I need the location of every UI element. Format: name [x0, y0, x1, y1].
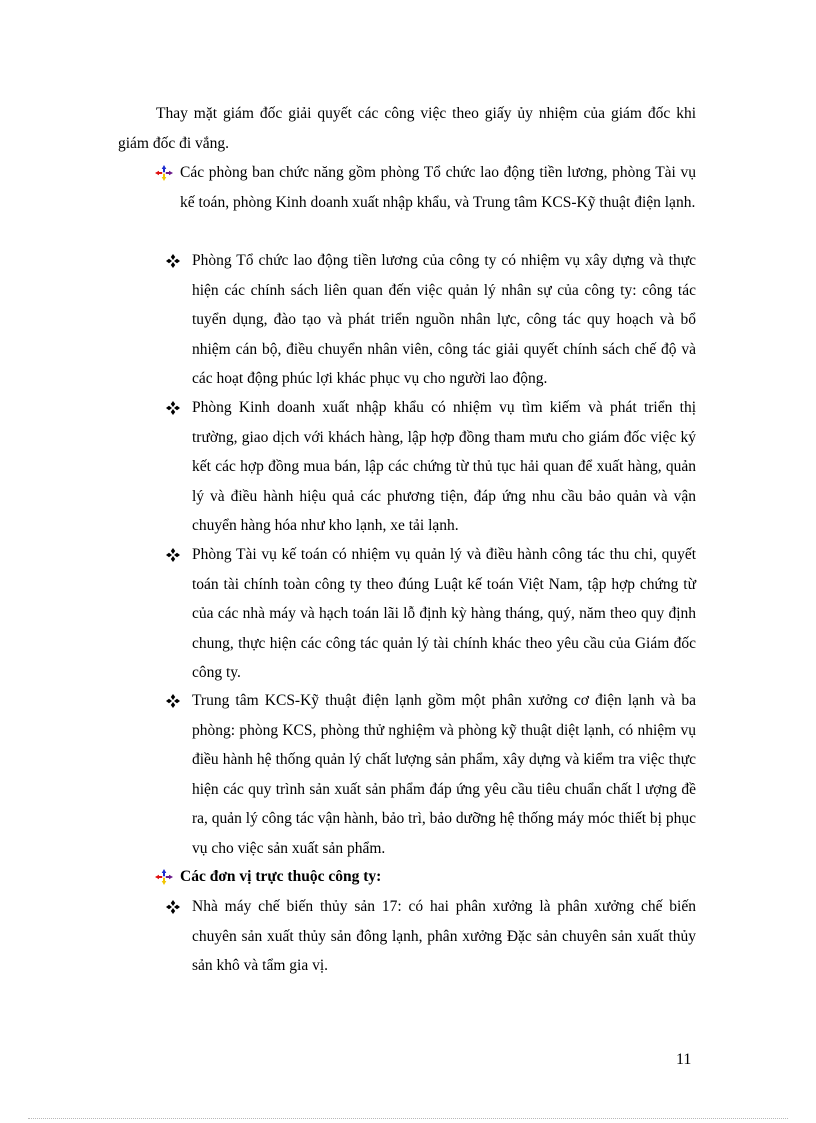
four-arrows-bullet-icon [155, 869, 173, 885]
list-item [166, 892, 696, 981]
four-diamonds-bullet-icon [166, 900, 180, 914]
list-item [166, 686, 696, 863]
list-item [166, 393, 696, 541]
section1-bullet [155, 158, 696, 217]
list-item-text: Nhà máy chế biến thủy sản 17: có hai phân xưởng là phân xưởng chế biến chuyên sản xuất thủy sản đông lạnh, phân xưởng Đặc sản chuyên sản xuất thủy sản khô và tẩm gia vị. [192, 898, 696, 974]
four-arrows-bullet-icon [155, 165, 173, 181]
list-item [166, 246, 696, 394]
four-diamonds-bullet-icon [166, 694, 180, 708]
section2-bullet [155, 862, 696, 892]
list-item-text: Phòng Tài vụ kế toán có nhiệm vụ quản lý và điều hành công tác thu chi, quyết toán tài chính toàn công ty theo đúng Luật kế toán Việt Nam, tập hợp chứng từ của các nhà máy và hạch toán lãi lỗ định kỳ hàng tháng, quý, năm theo quy định chung, thực hiện các công tác quản lý tài chính khác theo yêu cầu của Giám đốc công ty. [192, 546, 696, 681]
four-diamonds-bullet-icon [166, 548, 180, 562]
list-item-text: Phòng Kinh doanh xuất nhập khẩu có nhiệm vụ tìm kiếm và phát triển thị trường, giao dịch với khách hàng, lập hợp đồng tham mưu cho giám đốc việc ký kết các hợp đồng mua bán, lập các chứng từ thủ tục hải quan để xuất hàng, quản lý và điều hành hiệu quả các phương tiện, đáp ứng nhu cầu bảo quản và vận chuyển hàng hóa như kho lạnh, xe tải lạnh. [192, 399, 696, 534]
section1-text: Các phòng ban chức năng gồm phòng Tổ chức lao động tiền lương, phòng Tài vụ kế toán, phòng Kinh doanh xuất nhập khẩu, và Trung tâm KCS-Kỹ thuật điện lạnh. [180, 164, 696, 211]
section2-heading: Các đơn vị trực thuộc công ty: [180, 868, 382, 885]
intro-paragraph: Thay mặt giám đốc giải quyết các công việc theo giấy ủy nhiệm của giám đốc khi giám đốc đi vắng. [118, 105, 696, 152]
list-item-text: Trung tâm KCS-Kỹ thuật điện lạnh gồm một phân xưởng cơ điện lạnh và ba phòng: phòng KCS, phòng thử nghiệm và phòng kỹ thuật diệt lạnh, có nhiệm vụ điều hành hệ thống quản lý chất lượng sản phẩm, xây dựng và kiểm tra việc thực hiện các quy trình sản xuất sản phẩm đáp ứng yêu cầu tiêu chuẩn chất l ượng đề ra, quản lý công tác vận hành, bảo trì, bảo dưỡng hệ thống máy móc thiết bị phục vụ cho việc sản xuất sản phẩm. [192, 692, 696, 857]
four-diamonds-bullet-icon [166, 254, 180, 268]
four-diamonds-bullet-icon [166, 401, 180, 415]
footer-divider [28, 1118, 788, 1119]
list-item [166, 540, 696, 688]
list-item-text: Phòng Tổ chức lao động tiền lương của công ty có nhiệm vụ xây dựng và thực hiện các chính sách liên quan đến việc quản lý nhân sự của công ty: công tác tuyển dụng, đào tạo và phát triển nguồn nhân lực, công tác quy hoạch và bổ nhiệm cán bộ, điều chuyển nhân viên, công tác giải quyết chính sách chế độ và các hoạt động phúc lợi khác phục vụ cho người lao động. [192, 252, 696, 387]
page-number: 11 [676, 1051, 692, 1068]
